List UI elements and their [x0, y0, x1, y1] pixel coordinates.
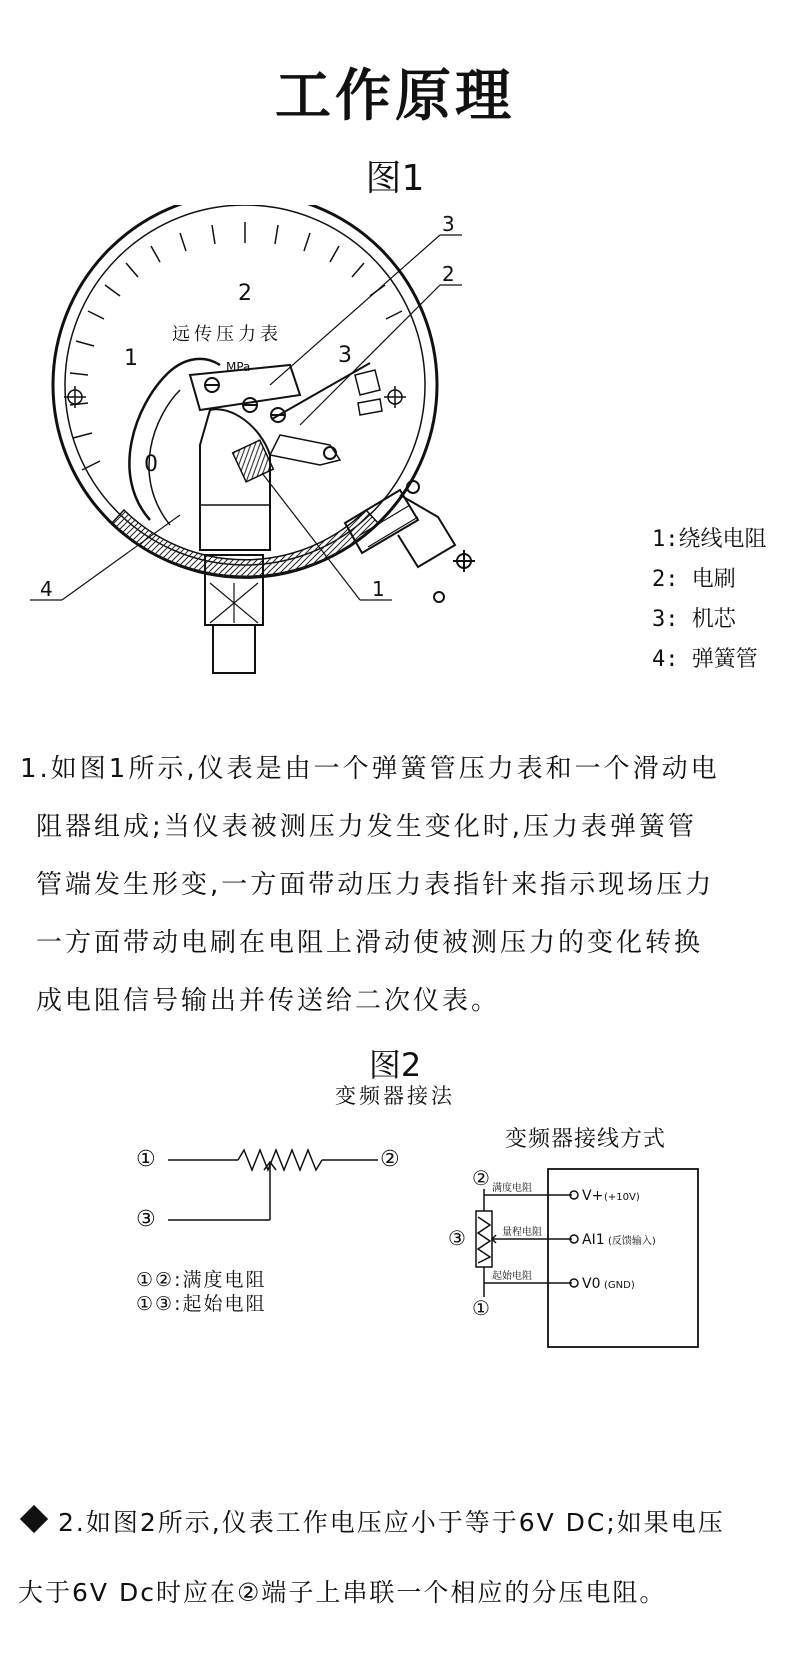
note-line-1: 2.如图2所示,仪表工作电压应小于等于6V DC;如果电压 — [18, 1488, 778, 1558]
key-start-resistance: ①③:起始电阻 — [136, 1293, 267, 1315]
bourdon-tube — [129, 359, 220, 520]
principle-paragraph — [20, 740, 780, 1030]
legend-item-3: 3: 机芯 — [652, 607, 736, 632]
dial-unit: MPa — [226, 360, 251, 374]
callout-3: 3 — [442, 212, 455, 236]
label-full-resistance: 满度电阻 — [492, 1183, 532, 1194]
label-range-resistance: 量程电阻 — [502, 1227, 542, 1238]
figure2-subtitle: 变频器接法 — [335, 1084, 455, 1108]
page-title: 工作原理 — [275, 64, 515, 129]
v0-note: (GND) — [604, 1280, 635, 1291]
callout-1: 1 — [372, 577, 385, 601]
scale-label-1: 1 — [124, 346, 138, 371]
dial-ticks — [70, 222, 402, 470]
cable-connector — [345, 481, 475, 602]
movement-body — [200, 409, 270, 550]
scale-label-0: 0 — [144, 452, 158, 477]
terminal-3: ③ — [136, 1207, 156, 1232]
legend-item-4: 4: 弹簧管 — [652, 647, 758, 672]
note-line-2: 大于6V Dc时应在②端子上串联一个相应的分压电阻。 — [18, 1578, 667, 1607]
gauge-case — [53, 205, 437, 577]
paragraph-line-4: 一方面带动电刷在电阻上滑动使被测压力的变化转换 — [36, 928, 704, 958]
wiring-terminal-3: ③ — [448, 1226, 466, 1250]
screw-right — [384, 386, 406, 408]
paragraph-line-1: 1.如图1所示,仪表是由一个弹簧管压力表和一个滑动电 — [20, 754, 720, 784]
figure1-caption: 图1 — [365, 158, 425, 199]
paragraph-line-5: 成电阻信号输出并传送给二次仪表。 — [36, 986, 501, 1016]
potentiometer-diagram — [130, 1140, 430, 1340]
figure2-caption: 图2 — [368, 1046, 422, 1084]
callout-2: 2 — [442, 262, 455, 286]
wiring-terminal-1: ① — [472, 1296, 490, 1320]
callout-4: 4 — [40, 577, 53, 601]
scale-label-3: 3 — [338, 343, 352, 368]
ai1-note: (反馈输入) — [608, 1236, 656, 1247]
dial-text: 远传压力表 — [172, 324, 282, 345]
wiring-title: 变频器接线方式 — [505, 1127, 667, 1152]
resistor-zigzag — [238, 1150, 322, 1170]
legend-item-2: 2: 电刷 — [652, 567, 736, 592]
paragraph-line-3: 管端发生形变,一方面带动压力表指针来指示现场压力 — [36, 870, 715, 900]
wiring-resistor — [476, 1211, 492, 1267]
screw-left — [64, 386, 86, 408]
terminal-1: ① — [136, 1147, 156, 1172]
gauge-hatched-band — [112, 510, 378, 578]
scale-label-2: 2 — [238, 281, 252, 306]
v-plus-label: V+ — [582, 1188, 604, 1204]
terminal-2: ② — [380, 1147, 400, 1172]
label-start-resistance: 起始电阻 — [492, 1271, 532, 1282]
figure1-legend — [652, 520, 767, 680]
ai1-label: AI1 — [582, 1232, 605, 1248]
diamond-bullet-icon — [20, 1505, 48, 1533]
key-full-resistance: ①②:满度电阻 — [136, 1269, 267, 1291]
legend-item-1: 1:绕线电阻 — [652, 527, 767, 552]
inverter-wiring-diagram — [440, 1155, 780, 1375]
wiring-terminal-2: ② — [472, 1166, 490, 1190]
gauge-pointer — [272, 363, 370, 419]
paragraph-line-2: 阻器组成;当仪表被测压力发生变化时,压力表弹簧管 — [36, 812, 698, 842]
voltage-note — [18, 1488, 778, 1628]
v0-label: V0 — [582, 1276, 601, 1292]
v-plus-note: (+10V) — [604, 1192, 640, 1203]
